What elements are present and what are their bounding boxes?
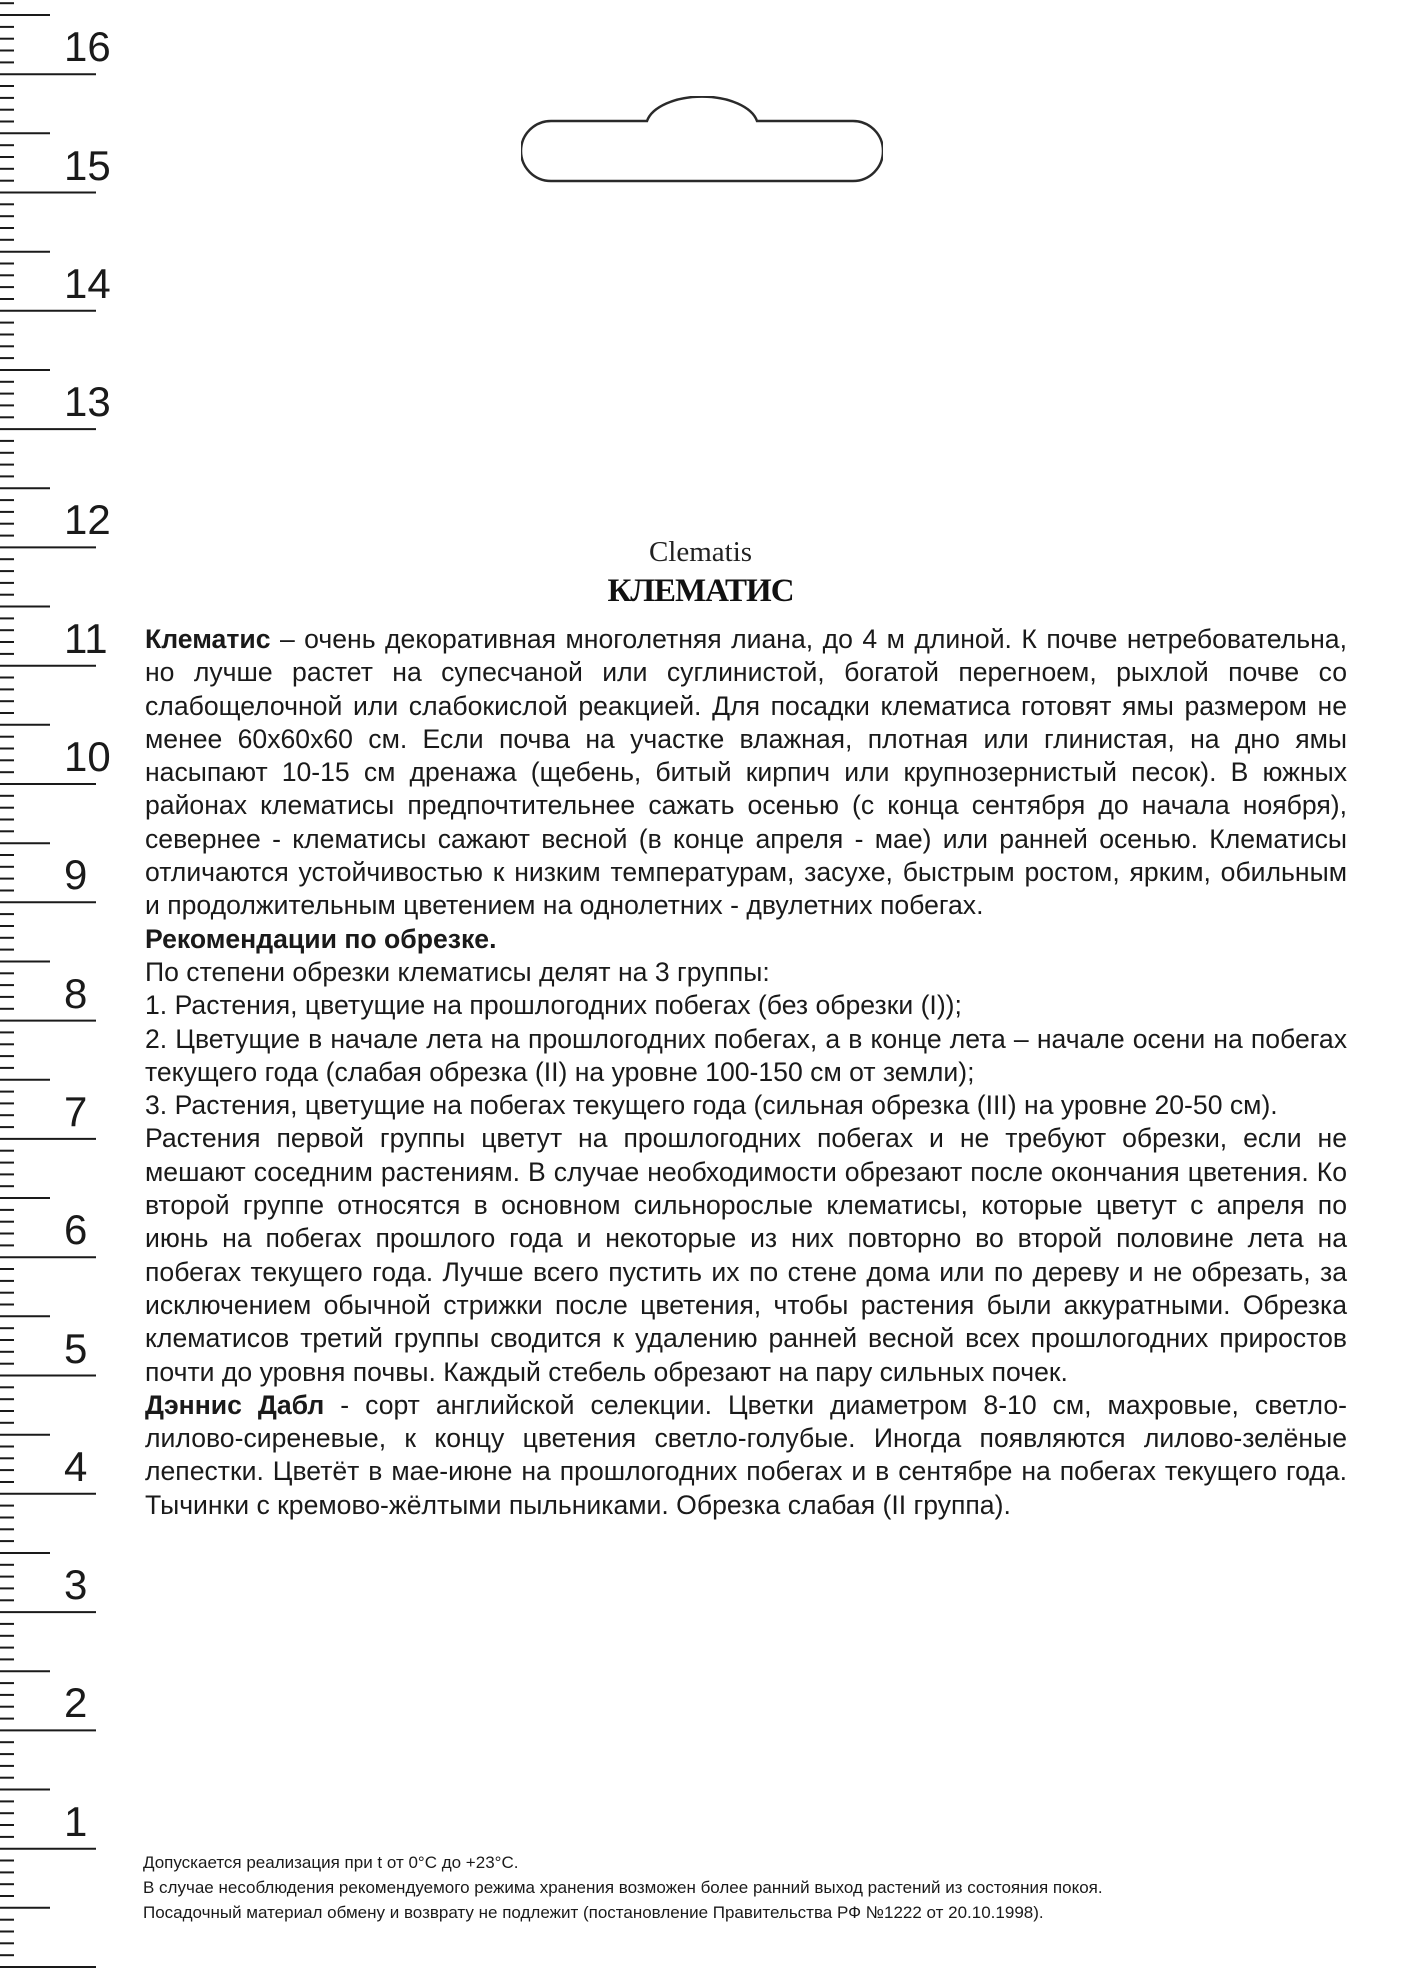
- ruler-label-15: 15: [64, 141, 111, 189]
- description-text: – очень декоративная многолетняя лиана, до 4 м длиной. К почве нетребовательна, но лучше растет на супесчаной или суглинистой, богатой перегноем, рыхлой почве со слабощелочной или слабокислой реакцией. Для посадки клематиса готовят ямы размером не менее 60х60х60 см. Если почва на участке влажная, плотная или глинистая, на дно ямы насыпают 10-15 см дренажа (щебень, битый кирпич или крупнозернистый песок). В южных районах клематисы предпочтительнее сажать осенью (с конца сентября до начала ноября), севернее - клематисы сажают весной (в конце апреля - мае) или ранней осенью. Клематисы отличаются устойчивостью к низким температурам, засухе, быстрым ростом, ярким, обильным и продолжительным цветением на однолетних - двулетних побегах.: [145, 624, 1347, 921]
- ruler-label-9: 9: [64, 851, 88, 899]
- footer-notes: [143, 1850, 1373, 1925]
- ruler-label-10: 10: [64, 733, 111, 780]
- hang-hole-outline: [521, 96, 883, 186]
- ruler-label-5: 5: [64, 1324, 88, 1372]
- footer-dormancy-note: В случае несоблюдения рекомендуемого режима хранения возможен более ранний выход растений из состояния покоя.: [143, 1878, 1103, 1897]
- ruler-label-8: 8: [64, 969, 88, 1017]
- pruning-details: Растения первой группы цветут на прошлогодних побегах и не требуют обрезки, если не мешают соседним растениям. В случае необходимости обрезают после окончания цветения. Ко второй группе относятся в основном сильнорослые клематисы, которые цветут с апреля по июнь на побегах прошлого года и некоторые из них повторно во второй половине лета на побегах текущего года. Лучше всего пустить их по стене дома или по дереву и не обрезать, за исключением обычной стрижки после цветения, чтобы растения были аккуратными. Обрезка клематисов третий группы сводится к удалению ранней весной всех прошлогодних приростов почти до уровня почвы. Каждый стебель обрезают на пару сильных почек.: [145, 1123, 1347, 1387]
- pruning-group-1: 1. Растения, цветущие на прошлогодних побегах (без обрезки (I));: [145, 990, 962, 1021]
- latin-name: Clematis: [648, 536, 753, 568]
- footer-storage-note: Допускается реализация при t от 0°С до +23°С.: [143, 1853, 519, 1872]
- ruler-label-3: 3: [64, 1561, 88, 1609]
- ruler-label-14: 14: [64, 259, 111, 307]
- ruler-label-4: 4: [64, 1442, 88, 1490]
- variety-paragraph: [145, 1389, 1347, 1522]
- description-paragraph: [145, 623, 1347, 923]
- ruler-label-16: 16: [64, 23, 111, 71]
- plant-name: Клематис: [145, 624, 271, 654]
- main-text: [145, 623, 1347, 1522]
- page-title: КЛЕМАТИС: [607, 573, 794, 609]
- ruler-label-13: 13: [64, 378, 111, 426]
- pruning-group-2: 2. Цветущие в начале лета на прошлогодних побегах, а в конце лета – начале осени на побегах текущего года (слабая обрезка (II) на уровне 100-150 см от земли);: [145, 1023, 1347, 1087]
- ruler-label-6: 6: [64, 1206, 88, 1254]
- variety-text: - сорт английской селекции. Цветки диаметром 8-10 см, махровые, светло-лилово-сиреневые, к концу цветения светло-голубые. Иногда появляются лилово-зелёные лепестки. Цветёт в мае-июне на прошлогодних побегах и в сентябре на побегах текущего года. Тычинки с кремово-жёлтыми пыльниками. Обрезка слабая (II группа).: [145, 1389, 1347, 1520]
- ruler-label-1: 1: [64, 1797, 88, 1845]
- variety-name: Дэннис Дабл: [145, 1389, 325, 1420]
- ruler-label-12: 12: [64, 496, 111, 544]
- pruning-heading: Рекомендации по обрезке.: [145, 923, 497, 954]
- footer-return-note: Посадочный материал обмену и возврату не подлежит (постановление Правительства РФ №1222 от 20.10.1998).: [143, 1903, 1044, 1922]
- ruler-label-11: 11: [64, 614, 108, 662]
- ruler-label-7: 7: [64, 1087, 88, 1135]
- pruning-intro: По степени обрезки клематисы делят на 3 группы:: [145, 956, 770, 987]
- centimeter-ruler: [0, 0, 111, 1981]
- pruning-group-3: 3. Растения, цветущие на побегах текущего года (сильная обрезка (III) на уровне 20-50 см).: [145, 1090, 1278, 1121]
- ruler-label-2: 2: [64, 1679, 88, 1727]
